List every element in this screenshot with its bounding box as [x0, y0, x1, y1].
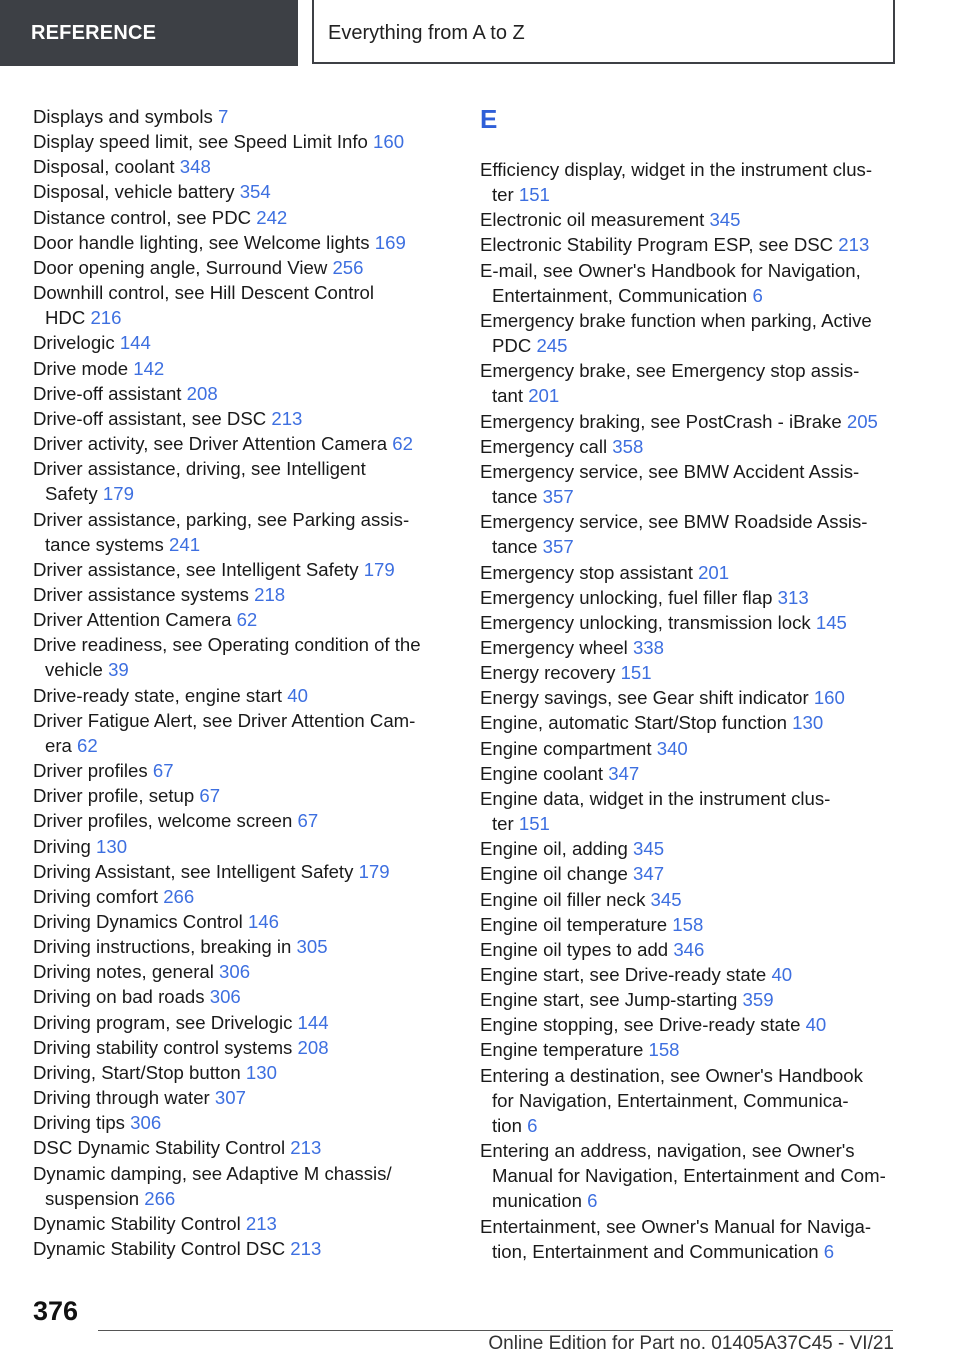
index-entry	[33, 1035, 443, 1060]
entry-text: tion, Entertainment and Communication	[492, 1240, 819, 1262]
page-link[interactable]: 216	[90, 307, 122, 329]
entry-text: Displays and symbols	[33, 106, 213, 127]
index-entry	[33, 507, 443, 557]
page-link[interactable]: 213	[290, 1137, 322, 1159]
page-link[interactable]: 130	[96, 835, 128, 857]
entry-text: Driving comfort	[33, 885, 159, 907]
entry-text: Energy recovery	[480, 662, 616, 684]
page-link[interactable]: 40	[805, 1014, 827, 1036]
page-link[interactable]: 208	[186, 382, 218, 404]
index-entry	[33, 1135, 443, 1160]
index-entry	[480, 509, 900, 559]
entry-text: Entering an address, navigation, see Owner's	[480, 1140, 855, 1162]
index-entry	[480, 962, 900, 987]
index-entry	[480, 1214, 900, 1264]
page-link[interactable]: 62	[392, 433, 413, 455]
index-entry	[33, 607, 443, 632]
page-link[interactable]: 208	[297, 1036, 329, 1058]
entry-text: Door handle lighting, see Welcome lights	[33, 231, 370, 253]
entry-text: Disposal, coolant	[33, 156, 175, 178]
entry-text: Driver activity, see Driver Attention Camera	[33, 433, 388, 455]
page-link[interactable]: 169	[374, 231, 406, 253]
index-entry	[480, 786, 900, 836]
page-link[interactable]: 130	[245, 1061, 277, 1083]
index-entry	[480, 308, 900, 358]
entry-text: Distance control, see PDC	[33, 206, 252, 228]
entry-text: era	[45, 734, 72, 756]
index-entry	[33, 1161, 443, 1211]
page-link[interactable]: 158	[672, 913, 704, 935]
index-entry	[33, 683, 443, 708]
index-entry	[33, 984, 443, 1009]
index-entry	[480, 157, 900, 207]
entry-text: Driving on bad roads	[33, 986, 205, 1008]
entry-text: Emergency unlocking, fuel filler flap	[480, 586, 773, 608]
entry-text: Engine data, widget in the instrument clus-	[480, 787, 831, 809]
entry-text: tance systems	[45, 533, 164, 555]
page-link[interactable]: 179	[363, 558, 395, 580]
index-entries-right	[480, 157, 900, 1264]
entry-text: tant	[492, 385, 524, 407]
entry-text: Drive readiness, see Operating condition of the	[33, 634, 421, 656]
entry-text: Engine oil, adding	[480, 838, 628, 860]
entry-text: Safety	[45, 483, 98, 505]
entry-text: Emergency wheel	[480, 636, 628, 658]
entry-text: Driver profile, setup	[33, 785, 195, 807]
index-entry	[33, 859, 443, 884]
entry-text: Driving stability control systems	[33, 1036, 293, 1058]
page-link[interactable]: 357	[542, 536, 574, 558]
page-link[interactable]: 142	[133, 357, 165, 379]
index-entry	[33, 1010, 443, 1035]
page-link[interactable]: 160	[813, 687, 845, 709]
entry-text: Engine oil types to add	[480, 938, 669, 960]
entry-text: Engine stopping, see Drive-ready state	[480, 1014, 801, 1036]
page-link[interactable]: 266	[144, 1187, 176, 1209]
page-link[interactable]: 345	[650, 888, 682, 910]
page-link[interactable]: 358	[612, 435, 644, 457]
entry-text: Drive-off assistant, see DSC	[33, 407, 267, 429]
index-entry	[480, 1063, 900, 1138]
index-entry	[480, 1037, 900, 1062]
entry-text: Disposal, vehicle battery	[33, 181, 235, 203]
page-link[interactable]: 340	[656, 737, 688, 759]
entry-text: Driving	[33, 835, 91, 857]
index-entry	[480, 987, 900, 1012]
entry-text: Emergency stop assistant	[480, 561, 693, 583]
entry-text: DSC Dynamic Stability Control	[33, 1137, 286, 1159]
index-entry	[33, 154, 443, 179]
page-link[interactable]: 205	[846, 410, 878, 432]
page-link[interactable]: 213	[271, 407, 303, 429]
page-link[interactable]: 347	[608, 762, 640, 784]
page-link[interactable]: 201	[698, 561, 730, 583]
entry-text: Electronic Stability Program ESP, see DSC	[480, 234, 834, 256]
index-entry	[33, 1110, 443, 1135]
entry-text: tion	[492, 1114, 522, 1136]
index-entry	[480, 836, 900, 861]
entry-text: Driving instructions, breaking in	[33, 936, 292, 958]
entry-text: Driver assistance, see Intelligent Safety	[33, 558, 359, 580]
index-entry	[33, 834, 443, 859]
index-column-left	[33, 104, 443, 1261]
index-column-right	[480, 104, 900, 1264]
index-entry	[480, 861, 900, 886]
entry-text: Door opening angle, Surround View	[33, 256, 328, 278]
entry-text: Drive mode	[33, 357, 129, 379]
entry-text: Driver profiles	[33, 760, 148, 782]
index-entry	[33, 557, 443, 582]
entry-text: Drive-off assistant	[33, 382, 182, 404]
index-entry	[480, 560, 900, 585]
page-link[interactable]: 245	[536, 335, 568, 357]
page-link[interactable]: 67	[152, 760, 174, 782]
index-entry	[33, 230, 443, 255]
entry-text: Driver Fatigue Alert, see Driver Attention Cam-	[33, 709, 416, 731]
entry-text: Entering a destination, see Owner's Handbook	[480, 1064, 863, 1086]
page-link[interactable]: 179	[102, 483, 134, 505]
entry-text: Engine oil change	[480, 863, 628, 885]
entry-text: Driver assistance, driving, see Intelligent	[33, 458, 366, 480]
entry-text: Entertainment, Communication	[492, 284, 748, 306]
page-link[interactable]: 305	[296, 936, 328, 958]
page-link[interactable]: 6	[587, 1190, 598, 1212]
entry-text: Drivelogic	[33, 332, 115, 354]
entry-text: PDC	[492, 335, 532, 357]
page-link[interactable]: 146	[247, 911, 279, 932]
entry-text: Engine temperature	[480, 1039, 644, 1061]
page-link[interactable]: 359	[742, 989, 774, 1011]
page-link[interactable]: 306	[209, 986, 241, 1008]
index-entry	[33, 884, 443, 909]
entry-text: Engine oil temperature	[480, 913, 668, 935]
entry-text: Driving Dynamics Control	[33, 911, 243, 932]
page-link[interactable]: 241	[169, 533, 201, 555]
page-link[interactable]: 160	[373, 131, 405, 153]
entry-text: E-mail, see Owner's Handbook for Navigation,	[480, 259, 861, 281]
page-link[interactable]: 306	[130, 1112, 162, 1134]
index-entry	[33, 205, 443, 230]
page-link[interactable]: 213	[838, 234, 870, 256]
page-link[interactable]: 345	[633, 838, 665, 860]
page-link[interactable]: 6	[823, 1240, 835, 1262]
index-entry	[33, 934, 443, 959]
chapter-title: Everything from A to Z	[312, 0, 895, 64]
page-link[interactable]: 67	[297, 810, 319, 832]
page-link[interactable]: 62	[77, 734, 98, 756]
index-entry	[33, 909, 443, 934]
entry-text: Driving program, see Drivelogic	[33, 1011, 293, 1033]
index-entry	[480, 912, 900, 937]
page-link[interactable]: 6	[752, 284, 763, 306]
entry-text: munication	[492, 1190, 582, 1212]
page-header	[0, 0, 960, 66]
index-entry	[33, 1211, 443, 1236]
page-link[interactable]: 179	[358, 860, 390, 882]
index-entry	[33, 104, 443, 129]
page-link[interactable]: 348	[179, 156, 211, 178]
entry-text: HDC	[45, 307, 86, 329]
entry-text: Drive-ready state, engine start	[33, 684, 283, 706]
page-link[interactable]: 346	[673, 938, 705, 960]
index-entry	[33, 1060, 443, 1085]
entry-text: Engine, automatic Start/Stop function	[480, 712, 787, 734]
page-link[interactable]: 6	[527, 1114, 538, 1136]
entry-text: Dynamic damping, see Adaptive M chassis/	[33, 1162, 392, 1184]
entry-text: Driving Assistant, see Intelligent Safety	[33, 860, 354, 882]
page-link[interactable]: 306	[219, 961, 251, 983]
page-link[interactable]: 40	[771, 964, 793, 985]
entry-text: Efficiency display, widget in the instrument clus-	[480, 159, 873, 180]
page-number: 376	[33, 1296, 79, 1326]
page-link[interactable]: 354	[239, 181, 271, 203]
page-link[interactable]: 307	[214, 1087, 246, 1109]
entry-text: Driver assistance systems	[33, 583, 249, 605]
section-tab: REFERENCE	[0, 0, 298, 66]
index-entry	[33, 1085, 443, 1110]
entry-text: Display speed limit, see Speed Limit Info	[33, 131, 368, 153]
page-link[interactable]: 242	[256, 206, 288, 228]
index-entry	[480, 358, 900, 408]
page-link[interactable]: 213	[245, 1212, 277, 1234]
page-link[interactable]: 144	[119, 332, 151, 354]
index-entry	[33, 330, 443, 355]
entry-text: Emergency brake, see Emergency stop assis-	[480, 360, 860, 382]
entry-text: Engine coolant	[480, 762, 604, 784]
entry-text: Driving through water	[33, 1087, 210, 1109]
entry-text: Driving notes, general	[33, 961, 214, 983]
entry-text: Downhill control, see Hill Descent Control	[33, 282, 375, 304]
entry-text: Engine compartment	[480, 737, 652, 759]
entry-text: Driver profiles, welcome screen	[33, 810, 293, 832]
page-link[interactable]: 7	[217, 106, 229, 127]
entry-text: Emergency brake function when parking, Active	[480, 309, 872, 331]
index-entry	[480, 937, 900, 962]
entry-text: suspension	[45, 1187, 140, 1209]
index-entry	[480, 232, 900, 257]
index-entry	[33, 808, 443, 833]
index-entry	[33, 280, 443, 330]
index-entry	[33, 179, 443, 204]
entry-text: Engine start, see Drive-ready state	[480, 964, 767, 985]
entry-text: Manual for Navigation, Entertainment and Com-	[492, 1165, 886, 1187]
entry-text: Driving, Start/Stop button	[33, 1061, 241, 1083]
page-link[interactable]: 151	[620, 662, 652, 684]
page-link[interactable]: 338	[632, 636, 664, 658]
entry-text: ter	[492, 813, 514, 835]
index-entry	[480, 1012, 900, 1037]
entry-text: Emergency call	[480, 435, 608, 457]
index-entry	[33, 255, 443, 280]
page-link[interactable]: 39	[108, 659, 129, 681]
entry-text: tance	[492, 536, 538, 558]
index-entry	[480, 1138, 900, 1213]
entry-text: Driving tips	[33, 1112, 125, 1134]
page-link[interactable]: 130	[792, 712, 824, 734]
entry-text: Entertainment, see Owner's Manual for Naviga-	[480, 1215, 872, 1237]
index-entry	[33, 582, 443, 607]
entry-text: Driver Attention Camera	[33, 609, 232, 631]
index-entry	[33, 356, 443, 381]
entry-text: Engine oil filler neck	[480, 888, 646, 910]
index-entry	[33, 1236, 443, 1261]
page-link[interactable]: 158	[648, 1039, 680, 1061]
index-entry	[33, 783, 443, 808]
page-link[interactable]: 67	[199, 785, 221, 807]
page-link[interactable]: 266	[163, 885, 195, 907]
index-entry	[33, 758, 443, 783]
entry-text: Dynamic Stability Control DSC	[33, 1238, 286, 1260]
entry-text: Driver assistance, parking, see Parking assis-	[33, 508, 410, 530]
index-entry	[33, 431, 443, 456]
page-link[interactable]: 62	[236, 609, 258, 631]
index-letter-heading: E	[480, 104, 498, 134]
index-entry	[480, 685, 900, 710]
index-entry	[33, 406, 443, 431]
page-link[interactable]: 256	[332, 256, 364, 278]
index-entry	[480, 736, 900, 761]
page-link[interactable]: 313	[777, 586, 809, 608]
index-entry	[480, 710, 900, 735]
entry-text: ter	[492, 184, 514, 206]
index-entry	[480, 660, 900, 685]
index-entry	[33, 381, 443, 406]
index-entry	[480, 409, 900, 434]
page-link[interactable]: 213	[290, 1238, 322, 1260]
index-entry	[33, 959, 443, 984]
entry-text: Dynamic Stability Control	[33, 1212, 241, 1234]
page-link[interactable]: 151	[518, 184, 550, 206]
page-link[interactable]: 144	[297, 1011, 329, 1033]
index-entry	[480, 887, 900, 912]
index-entry	[480, 207, 900, 232]
entry-text: Electronic oil measurement	[480, 209, 705, 231]
page-link[interactable]: 145	[815, 611, 847, 633]
index-entry	[480, 459, 900, 509]
footer-rule	[98, 1330, 893, 1331]
page-link[interactable]: 40	[287, 684, 308, 706]
edition-note: Online Edition for Part no. 01405A37C45 - VI/21	[488, 1333, 894, 1354]
page-link[interactable]: 201	[528, 385, 560, 407]
index-entry	[480, 610, 900, 635]
index-entry	[480, 258, 900, 308]
index-entry	[480, 585, 900, 610]
page-link[interactable]: 151	[518, 813, 550, 835]
index-entry	[33, 632, 443, 682]
entry-text: Emergency braking, see PostCrash - iBrake	[480, 410, 842, 432]
page-link[interactable]: 357	[542, 486, 574, 508]
index-entry	[33, 456, 443, 506]
index-entry	[33, 708, 443, 758]
entry-text: vehicle	[45, 659, 103, 681]
page-link[interactable]: 218	[254, 583, 286, 605]
entry-text: for Navigation, Entertainment, Communica-	[492, 1089, 849, 1111]
page-link[interactable]: 345	[709, 209, 741, 231]
index-entry	[480, 761, 900, 786]
entry-text: Emergency unlocking, transmission lock	[480, 611, 811, 633]
index-entry	[33, 129, 443, 154]
index-entry	[480, 635, 900, 660]
index-entry	[480, 434, 900, 459]
entry-text: Emergency service, see BMW Roadside Assis-	[480, 511, 868, 533]
entry-text: Emergency service, see BMW Accident Assis-	[480, 460, 860, 482]
entry-text: Engine start, see Jump-starting	[480, 989, 738, 1011]
page-link[interactable]: 347	[633, 863, 665, 885]
entry-text: Energy savings, see Gear shift indicator	[480, 687, 809, 709]
entry-text: tance	[492, 486, 538, 508]
